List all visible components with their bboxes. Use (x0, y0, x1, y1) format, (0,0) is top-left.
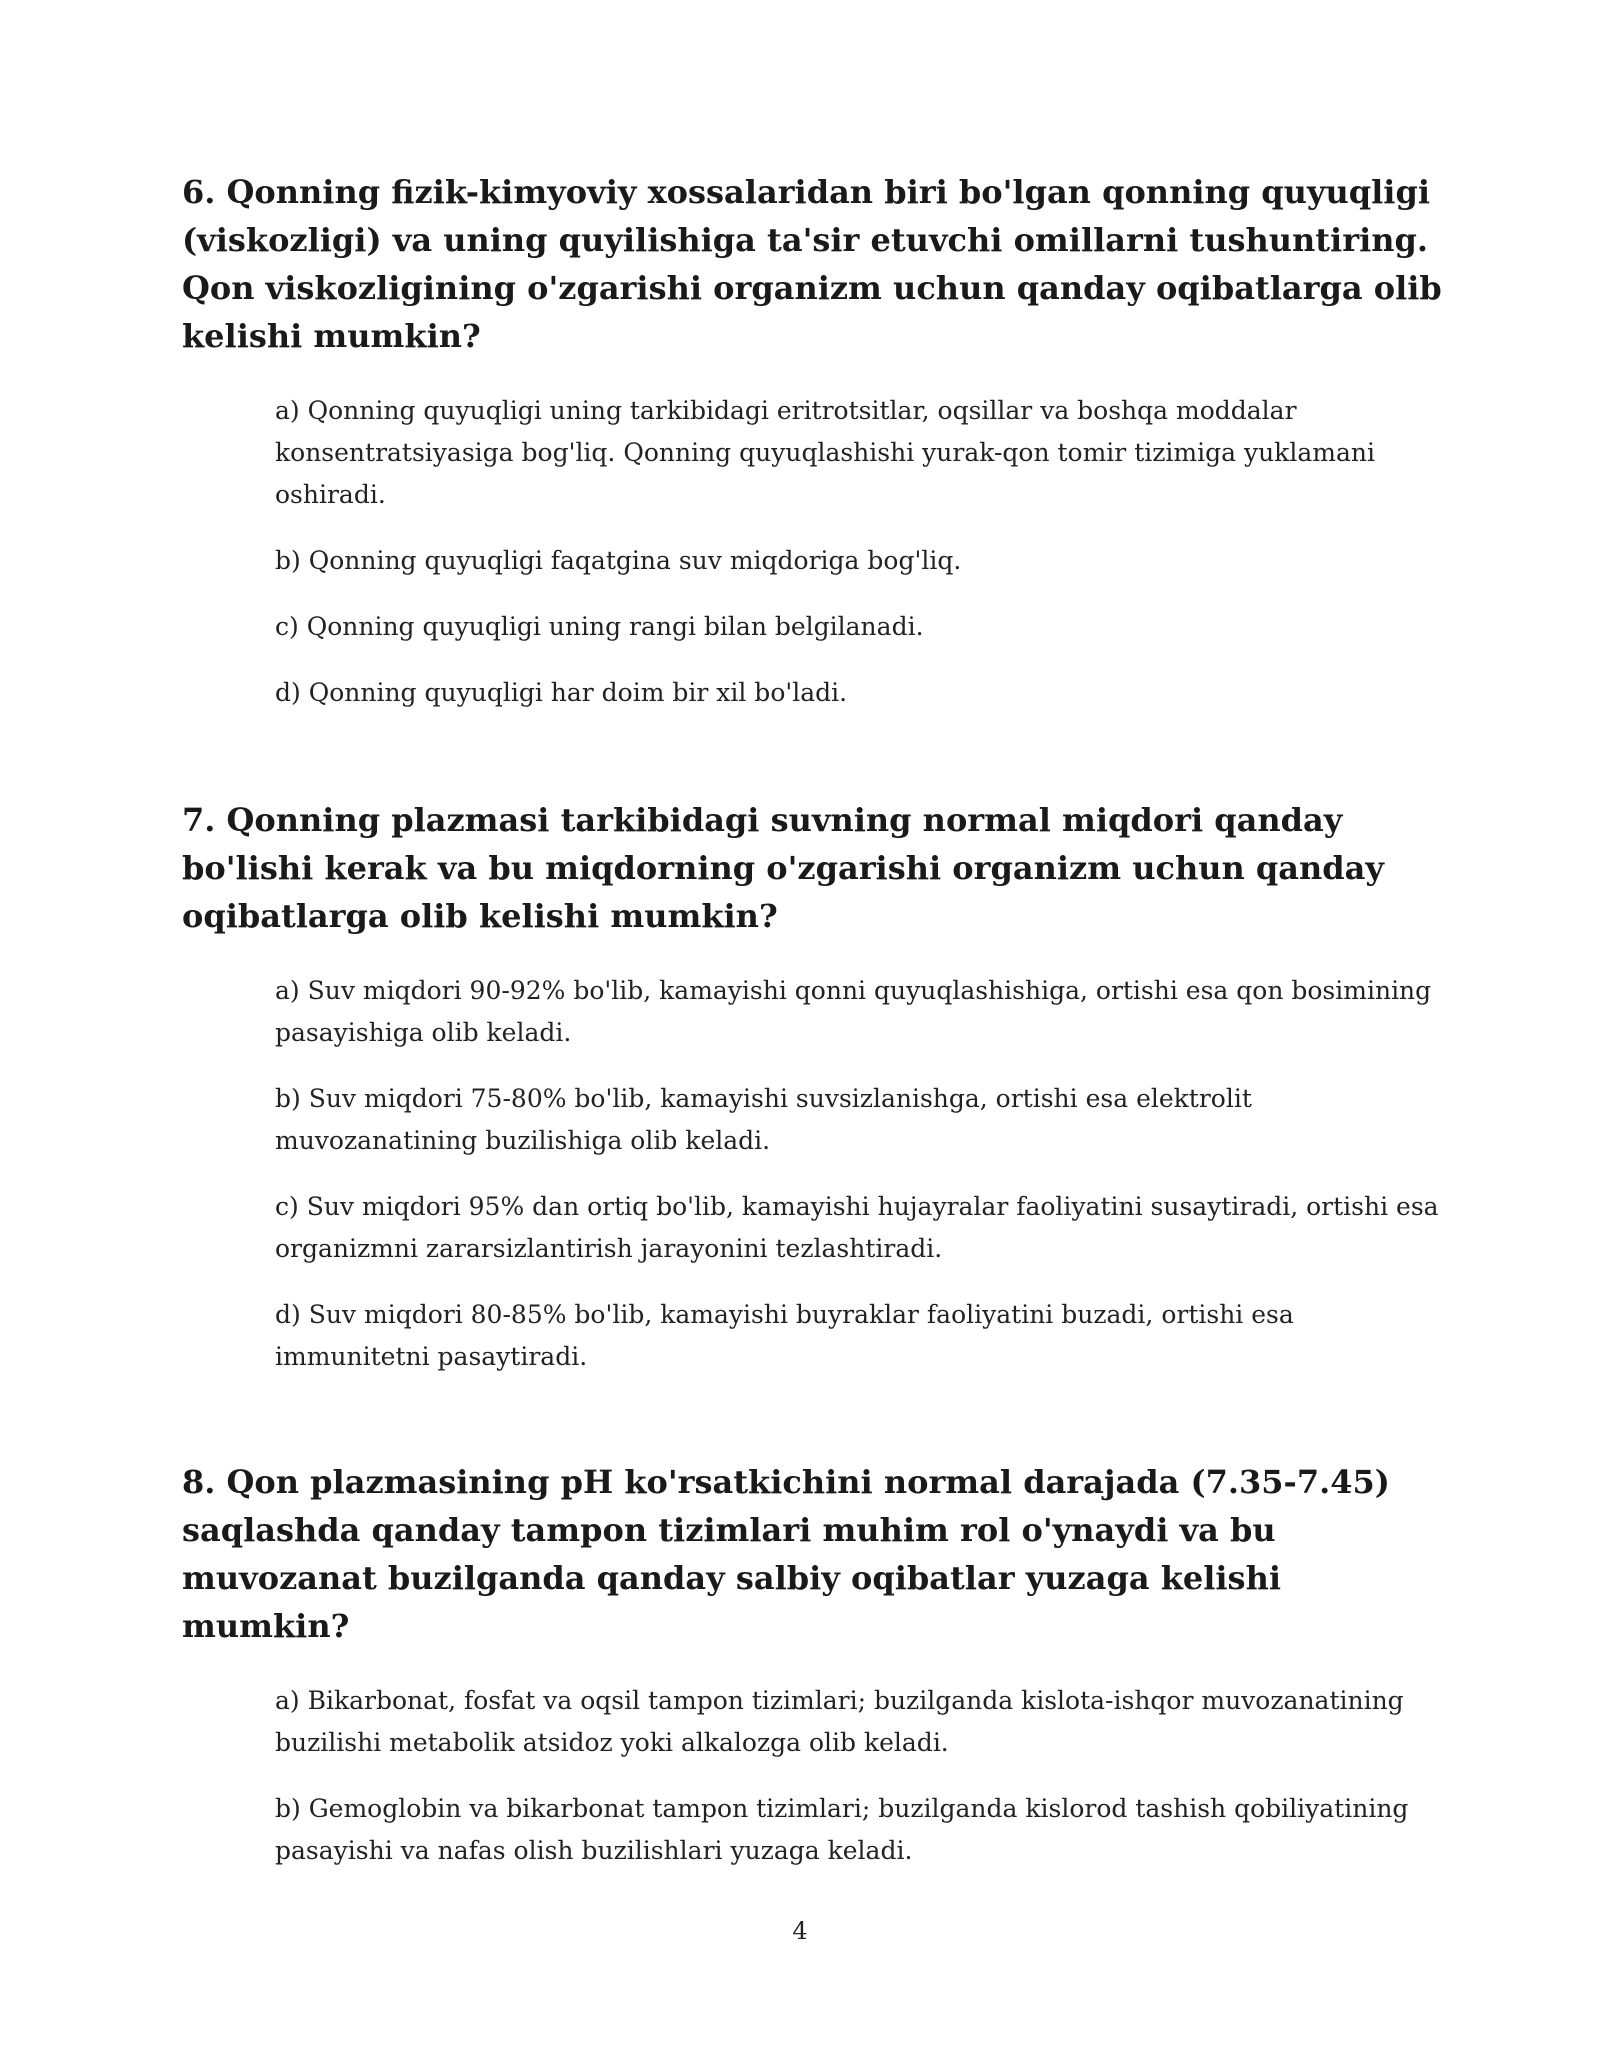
answer-option-b: b) Qonning quyuqligi faqatgina suv miqdoriga bog'liq. (275, 546, 962, 575)
question-title: 7. Qonning plazmasi tarkibidagi suvning normal miqdori qanday bo'lishi kerak va bu miqdorning o'zgarishi organizm uchun qanday oqibatlarga olib kelishi mumkin? (182, 801, 1384, 935)
question-7 (182, 796, 1452, 1402)
answer-option-a: a) Bikarbonat, fosfat va oqsil tampon tizimlari; buzilganda kislota-ishqor muvozanatining buzilishi metabolik atsidoz yoki alkalozga olib keladi. (275, 1686, 1404, 1757)
answer-option-c: c) Suv miqdori 95% dan ortiq bo'lib, kamayishi hujayralar faoliyatini susaytiradi, ortishi esa organizmni zararsizlantirish jarayonini tezlashtiradi. (275, 1192, 1439, 1263)
question-title: 8. Qon plazmasining pH ko'rsatkichini normal darajada (7.35-7.45) saqlashda qanday tampon tizimlari muhim rol o'ynaydi va bu muvozanat buzilganda qanday salbiy oqibatlar yuzaga kelishi mumkin? (182, 1463, 1390, 1645)
page-number: 4 (792, 1917, 808, 1945)
answer-option-a: a) Qonning quyuqligi uning tarkibidagi eritrotsitlar, oqsillar va boshqa moddalar konsentratsiyasiga bog'liq. Qonning quyuqlashishi yurak-qon tomir tizimiga yuklamani oshiradi. (275, 396, 1375, 509)
answer-option-c: c) Qonning quyuqligi uning rangi bilan belgilanadi. (275, 612, 924, 641)
answer-options (275, 970, 1445, 1378)
question-6 (182, 168, 1452, 738)
answer-options (275, 1680, 1445, 1872)
question-8 (182, 1458, 1452, 1896)
question-title: 6. Qonning fizik-kimyoviy xossalaridan biri bo'lgan qonning quyuqligi (viskozligi) va uning quyilishiga ta'sir etuvchi omillarni tushuntiring. Qon viskozligining o'zgarishi organizm uchun qanday oqibatlarga olib kelishi mumkin? (182, 173, 1442, 355)
answer-option-d: d) Suv miqdori 80-85% bo'lib, kamayishi buyraklar faoliyatini buzadi, ortishi esa immunitetni pasaytiradi. (275, 1300, 1294, 1371)
answer-option-b: b) Gemoglobin va bikarbonat tampon tizimlari; buzilganda kislorod tashish qobiliyatining pasayishi va nafas olish buzilishlari yuzaga keladi. (275, 1794, 1409, 1865)
answer-option-d: d) Qonning quyuqligi har doim bir xil bo'ladi. (275, 678, 848, 707)
answer-option-a: a) Suv miqdori 90-92% bo'lib, kamayishi qonni quyuqlashishiga, ortishi esa qon bosimining pasayishiga olib keladi. (275, 976, 1432, 1047)
answer-option-b: b) Suv miqdori 75-80% bo'lib, kamayishi suvsizlanishga, ortishi esa elektrolit muvozanatining buzilishiga olib keladi. (275, 1084, 1252, 1155)
answer-options (275, 390, 1445, 714)
